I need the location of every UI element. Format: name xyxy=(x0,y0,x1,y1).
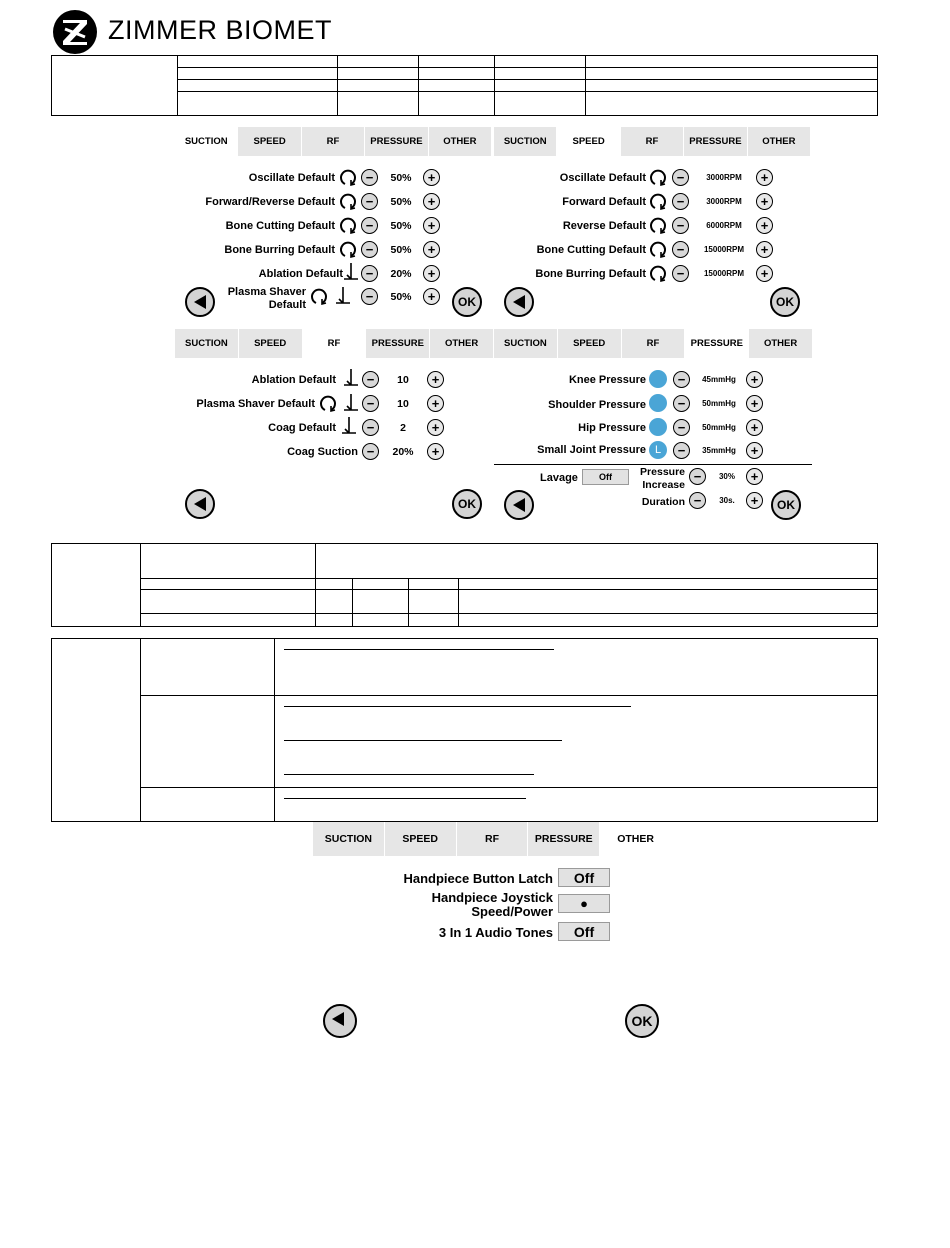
rf-ablation-value: 10 xyxy=(397,374,409,386)
rotation-icon xyxy=(338,192,358,212)
tab-rf[interactable]: RF xyxy=(303,329,367,358)
handpiece-button-latch-label: Handpiece Button Latch xyxy=(403,871,553,886)
probe-icon xyxy=(341,393,361,413)
rf-coag-increase-button[interactable]: + xyxy=(427,419,444,436)
tab-other[interactable]: OTHER xyxy=(600,822,671,856)
duration-value: 30s. xyxy=(719,496,735,505)
probe-icon xyxy=(341,262,361,282)
speed-forward-label: Forward Default xyxy=(562,196,646,208)
ok-button[interactable]: OK xyxy=(770,287,800,317)
tab-pressure[interactable]: PRESSURE xyxy=(684,127,747,156)
rotation-icon xyxy=(648,264,668,284)
speed-settings-panel xyxy=(494,127,810,320)
small-joint-pressure-decrease-button[interactable]: − xyxy=(673,442,690,459)
bone-burring-value: 50% xyxy=(390,244,412,256)
oscillate-increase-button[interactable]: + xyxy=(423,169,440,186)
speed-bone-cutting-increase-button[interactable]: + xyxy=(756,241,773,258)
speed-reverse-label: Reverse Default xyxy=(562,220,646,232)
tab-speed[interactable]: SPEED xyxy=(239,329,303,358)
plasma-shaver-default-label-line2: Default xyxy=(268,299,306,311)
pressure-divider xyxy=(494,464,812,465)
bone-cutting-default-label: Bone Cutting Default xyxy=(225,220,335,232)
tab-pressure[interactable]: PRESSURE xyxy=(685,329,749,358)
plasma-shaver-value: 50% xyxy=(390,291,412,303)
speed-oscillate-increase-button[interactable]: + xyxy=(756,169,773,186)
hip-pressure-increase-button[interactable]: + xyxy=(746,419,763,436)
suction-panel-tabs xyxy=(175,127,491,156)
rotation-icon xyxy=(338,240,358,260)
speed-bone-burring-label: Bone Burring Default xyxy=(535,268,646,280)
plasma-shaver-default-label-line1: Plasma Shaver xyxy=(227,286,306,298)
rf-panel-tabs xyxy=(175,329,493,358)
ok-button[interactable]: OK xyxy=(452,489,482,519)
rf-plasma-shaver-label: Plasma Shaver Default xyxy=(196,398,315,410)
speed-reverse-value: 6000RPM xyxy=(706,221,742,230)
bone-burring-default-label: Bone Burring Default xyxy=(224,244,335,256)
small-joint-icon: L xyxy=(649,441,667,459)
ablation-increase-button[interactable]: + xyxy=(423,265,440,282)
rf-plasma-shaver-decrease-button[interactable]: − xyxy=(362,395,379,412)
back-button[interactable] xyxy=(504,490,534,520)
knee-icon xyxy=(649,370,667,388)
audio-tones-toggle[interactable]: Off xyxy=(558,922,610,941)
tab-rf[interactable]: RF xyxy=(302,127,365,156)
rf-coag-suction-increase-button[interactable]: + xyxy=(427,443,444,460)
speed-forward-value: 3000RPM xyxy=(706,197,742,206)
speed-oscillate-label: Oscillate Default xyxy=(559,172,646,184)
rf-coag-suction-value: 20% xyxy=(392,446,414,458)
forward-reverse-value: 50% xyxy=(390,196,412,208)
shoulder-pressure-label: Shoulder Pressure xyxy=(548,399,646,411)
plasma-shaver-increase-button[interactable]: + xyxy=(423,288,440,305)
other-panel-tabs xyxy=(313,822,671,856)
probe-icon xyxy=(333,286,353,306)
rf-coag-suction-label: Coag Suction xyxy=(287,446,358,458)
rf-ablation-label: Ablation Default xyxy=(251,374,336,386)
speed-bone-cutting-label: Bone Cutting Default xyxy=(536,244,646,256)
rf-coag-decrease-button[interactable]: − xyxy=(362,419,379,436)
tab-rf[interactable]: RF xyxy=(622,329,686,358)
zimmer-biomet-logo-icon xyxy=(52,9,98,55)
shoulder-pressure-decrease-button[interactable]: − xyxy=(673,395,690,412)
tab-rf[interactable]: RF xyxy=(621,127,684,156)
knee-pressure-label: Knee Pressure xyxy=(568,374,646,386)
forward-reverse-default-label: Forward/Reverse Default xyxy=(205,196,335,208)
ok-button[interactable]: OK xyxy=(771,490,801,520)
ablation-default-label: Ablation Default xyxy=(258,268,343,280)
tab-other[interactable]: OTHER xyxy=(748,127,810,156)
plasma-shaver-decrease-button[interactable]: − xyxy=(361,288,378,305)
speed-panel-tabs xyxy=(494,127,810,156)
rotation-icon xyxy=(648,168,668,188)
knee-pressure-increase-button[interactable]: + xyxy=(746,371,763,388)
bone-burring-increase-button[interactable]: + xyxy=(423,241,440,258)
tab-speed[interactable]: SPEED xyxy=(238,127,301,156)
ablation-decrease-button[interactable]: − xyxy=(361,265,378,282)
rotation-icon xyxy=(648,216,668,236)
hip-pressure-value: 50mmHg xyxy=(702,423,736,432)
pressure-increase-decrease-button[interactable]: − xyxy=(689,468,706,485)
hip-icon xyxy=(649,418,667,436)
ok-button[interactable]: OK xyxy=(452,287,482,317)
rotation-icon xyxy=(318,394,338,414)
rotation-icon xyxy=(338,168,358,188)
pressure-increase-increase-button[interactable]: + xyxy=(746,468,763,485)
rf-coag-label: Coag Default xyxy=(268,422,336,434)
tab-suction[interactable]: SUCTION xyxy=(175,329,239,358)
forward-reverse-increase-button[interactable]: + xyxy=(423,193,440,210)
knee-pressure-decrease-button[interactable]: − xyxy=(673,371,690,388)
rf-ablation-decrease-button[interactable]: − xyxy=(362,371,379,388)
back-button[interactable] xyxy=(504,287,534,317)
rf-coag-value: 2 xyxy=(400,422,406,434)
duration-increase-button[interactable]: + xyxy=(746,492,763,509)
tab-suction[interactable]: SUCTION xyxy=(175,127,238,156)
back-button[interactable] xyxy=(185,489,215,519)
suction-settings-panel xyxy=(175,127,491,320)
rf-ablation-increase-button[interactable]: + xyxy=(427,371,444,388)
oscillate-decrease-button[interactable]: − xyxy=(361,169,378,186)
tab-suction[interactable]: SUCTION xyxy=(494,329,558,358)
forward-reverse-decrease-button[interactable]: − xyxy=(361,193,378,210)
speed-bone-burring-increase-button[interactable]: + xyxy=(756,265,773,282)
ok-button[interactable]: OK xyxy=(625,1004,659,1038)
small-joint-pressure-label: Small Joint Pressure xyxy=(537,444,646,456)
back-button[interactable] xyxy=(323,1004,357,1038)
tab-other[interactable]: OTHER xyxy=(429,127,491,156)
small-joint-pressure-value: 35mmHg xyxy=(702,446,736,455)
rf-coag-suction-decrease-button[interactable]: − xyxy=(362,443,379,460)
speed-bone-burring-value: 15000RPM xyxy=(703,269,745,278)
pressure-increase-label-line1: Pressure xyxy=(640,466,685,478)
handpiece-joystick-label-line2: Speed/Power xyxy=(471,904,553,919)
audio-tones-label: 3 In 1 Audio Tones xyxy=(438,925,553,940)
lavage-label: Lavage xyxy=(540,472,578,484)
pressure-settings-panel xyxy=(494,329,812,521)
oscillate-default-label: Oscillate Default xyxy=(248,172,335,184)
pressure-panel-tabs xyxy=(494,329,812,358)
bone-cutting-increase-button[interactable]: + xyxy=(423,217,440,234)
speed-reverse-decrease-button[interactable]: − xyxy=(672,217,689,234)
speed-oscillate-value: 3000RPM xyxy=(706,173,742,182)
shoulder-icon xyxy=(649,394,667,412)
pressure-increase-value: 30% xyxy=(718,472,735,481)
pressure-increase-label-line2: Increase xyxy=(642,479,685,491)
probe-icon xyxy=(339,416,359,436)
speed-forward-decrease-button[interactable]: − xyxy=(672,193,689,210)
tab-suction[interactable]: SUCTION xyxy=(313,822,385,856)
other-settings-panel xyxy=(313,822,671,1039)
speed-bone-cutting-decrease-button[interactable]: − xyxy=(672,241,689,258)
rf-plasma-shaver-value: 10 xyxy=(397,398,409,410)
bone-burring-decrease-button[interactable]: − xyxy=(361,241,378,258)
speed-bone-burring-decrease-button[interactable]: − xyxy=(672,265,689,282)
tab-speed[interactable]: SPEED xyxy=(385,822,457,856)
tab-other[interactable]: OTHER xyxy=(749,329,812,358)
duration-label: Duration xyxy=(641,496,685,508)
tab-suction[interactable]: SUCTION xyxy=(494,127,557,156)
speed-reverse-increase-button[interactable]: + xyxy=(756,217,773,234)
tab-speed[interactable]: SPEED xyxy=(558,329,622,358)
tab-pressure[interactable]: PRESSURE xyxy=(365,127,428,156)
duration-decrease-button[interactable]: − xyxy=(689,492,706,509)
lavage-toggle[interactable]: Off xyxy=(582,469,629,485)
bone-cutting-decrease-button[interactable]: − xyxy=(361,217,378,234)
rotation-icon xyxy=(648,240,668,260)
knee-pressure-value: 45mmHg xyxy=(702,375,736,384)
rf-plasma-shaver-increase-button[interactable]: + xyxy=(427,395,444,412)
speed-forward-increase-button[interactable]: + xyxy=(756,193,773,210)
tab-rf[interactable]: RF xyxy=(457,822,529,856)
tab-pressure[interactable]: PRESSURE xyxy=(528,822,600,856)
hip-pressure-decrease-button[interactable]: − xyxy=(673,419,690,436)
probe-icon xyxy=(341,368,361,388)
tab-pressure[interactable]: PRESSURE xyxy=(366,329,430,358)
ablation-value: 20% xyxy=(390,268,412,280)
speed-bone-cutting-value: 15000RPM xyxy=(703,245,745,254)
shoulder-pressure-increase-button[interactable]: + xyxy=(746,395,763,412)
rotation-icon xyxy=(338,216,358,236)
shoulder-pressure-value: 50mmHg xyxy=(702,399,736,408)
rotation-icon xyxy=(648,192,668,212)
handpiece-joystick-label-line1: Handpiece Joystick xyxy=(431,890,553,905)
rf-settings-panel xyxy=(175,329,493,521)
small-joint-pressure-increase-button[interactable]: + xyxy=(746,442,763,459)
bone-cutting-value: 50% xyxy=(390,220,412,232)
back-button[interactable] xyxy=(185,287,215,317)
oscillate-value: 50% xyxy=(390,172,412,184)
handpiece-button-latch-toggle[interactable]: Off xyxy=(558,868,610,887)
tab-other[interactable]: OTHER xyxy=(430,329,493,358)
handpiece-joystick-toggle[interactable]: ● xyxy=(558,894,610,913)
speed-oscillate-decrease-button[interactable]: − xyxy=(672,169,689,186)
tab-speed[interactable]: SPEED xyxy=(557,127,620,156)
brand-name: ZIMMER BIOMET xyxy=(108,15,332,45)
rotation-icon xyxy=(309,287,329,307)
hip-pressure-label: Hip Pressure xyxy=(578,422,646,434)
